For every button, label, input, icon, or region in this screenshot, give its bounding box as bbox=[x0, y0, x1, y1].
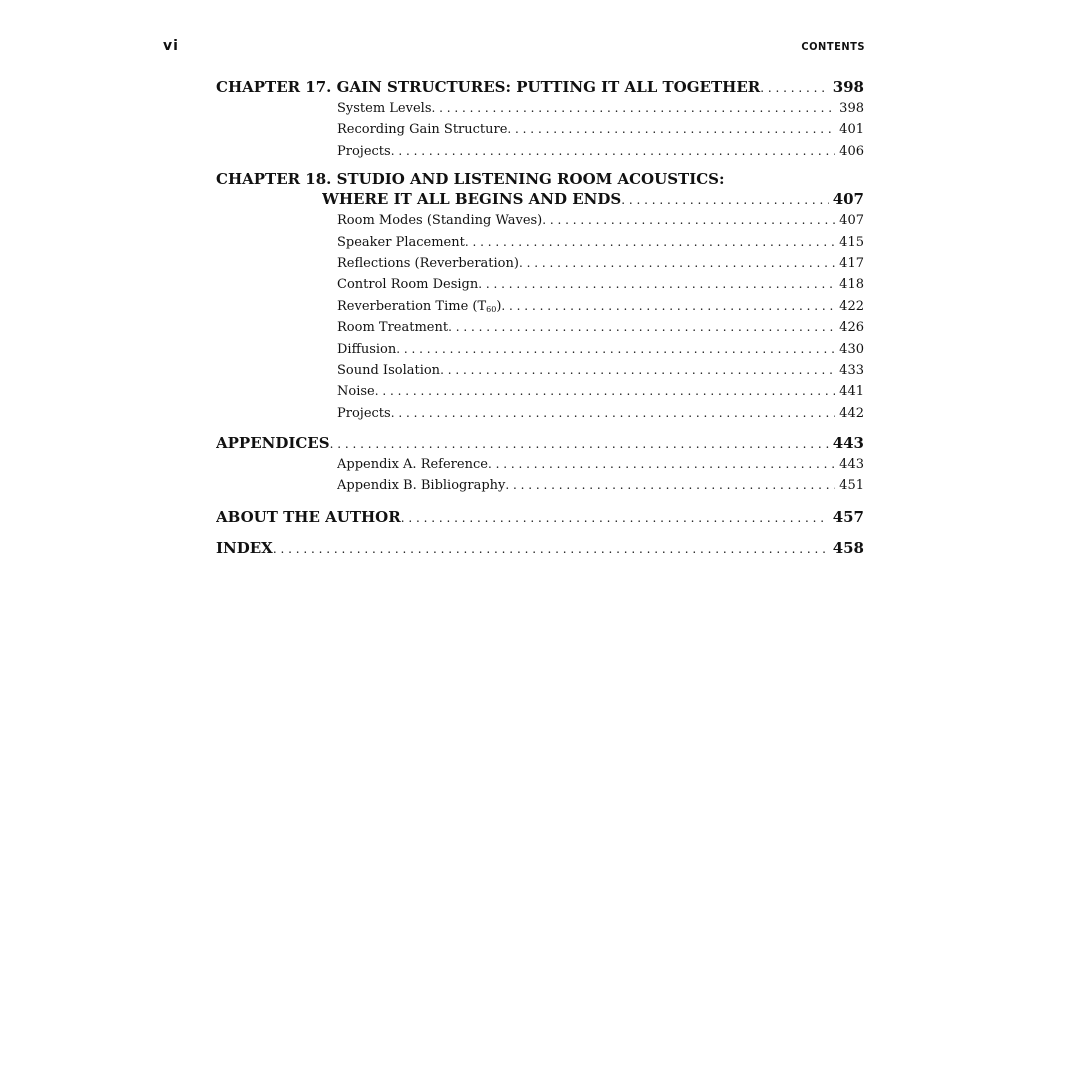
dot-leader bbox=[519, 253, 835, 274]
toc-subentry[interactable] bbox=[337, 274, 864, 295]
toc-entry-title: ABOUT THE AUTHOR bbox=[216, 507, 401, 526]
toc-subentry-page: 401 bbox=[839, 122, 864, 138]
dot-leader bbox=[465, 232, 835, 253]
dot-leader bbox=[542, 210, 835, 231]
toc-subentry-title: Sound Isolation bbox=[337, 362, 441, 378]
toc-subentry-title: Recording Gain Structure bbox=[337, 122, 508, 138]
toc-subentry[interactable] bbox=[337, 296, 864, 317]
toc-subentry-page: 430 bbox=[839, 341, 864, 357]
toc-entry-title: INDEX bbox=[216, 538, 273, 557]
toc-entry-page: 407 bbox=[832, 190, 864, 209]
toc-subentry[interactable] bbox=[337, 381, 864, 402]
label-text: Reverberation Time (T bbox=[337, 298, 487, 314]
toc-subentry-page: 422 bbox=[839, 298, 864, 314]
toc-entry-page: 443 bbox=[832, 434, 864, 453]
toc-subentry[interactable] bbox=[337, 210, 864, 231]
toc-subentry-title: Appendix A. Reference bbox=[337, 457, 488, 473]
subscript: 60 bbox=[486, 304, 497, 314]
toc-subentry-title: Reflections (Reverberation) bbox=[337, 255, 519, 271]
toc-subentry-title: Appendix B. Bibliography bbox=[337, 478, 506, 494]
toc-subentry-title: Projects bbox=[337, 143, 391, 159]
toc-subentry-page: 415 bbox=[839, 234, 864, 250]
toc-entry-title: WHERE IT ALL BEGINS AND ENDS bbox=[322, 190, 622, 209]
toc-entry-page: 458 bbox=[832, 538, 864, 557]
dot-leader bbox=[391, 141, 835, 162]
toc-entry-page: 457 bbox=[832, 507, 864, 526]
toc-subentry-title: Speaker Placement bbox=[337, 234, 465, 250]
toc-subentry[interactable] bbox=[337, 454, 864, 475]
toc-subentry-page: 417 bbox=[839, 255, 864, 271]
toc-subentry[interactable] bbox=[337, 360, 864, 381]
dot-leader bbox=[432, 98, 836, 119]
toc-subentry[interactable] bbox=[337, 403, 864, 424]
dot-leader bbox=[621, 189, 828, 210]
toc-subentry-page: 442 bbox=[839, 405, 864, 421]
toc-subentry-page: 406 bbox=[839, 143, 864, 159]
toc-subentry[interactable] bbox=[337, 475, 864, 496]
toc-subentry-page: 418 bbox=[839, 277, 864, 293]
toc-entry-page: 398 bbox=[832, 78, 864, 96]
toc-subentry[interactable] bbox=[337, 339, 864, 360]
toc-subentry-title: Control Room Design bbox=[337, 277, 479, 293]
dot-leader bbox=[760, 77, 828, 98]
toc-subentry-title: Room Modes (Standing Waves) bbox=[337, 213, 543, 229]
toc-subentry-title: Diffusion bbox=[337, 341, 397, 357]
dot-leader bbox=[501, 296, 835, 317]
toc-subentry-title: Projects bbox=[337, 405, 391, 421]
toc-subentry-page: 451 bbox=[839, 478, 864, 494]
dot-leader bbox=[396, 339, 835, 360]
toc-subentry[interactable] bbox=[337, 98, 864, 119]
dot-leader bbox=[273, 538, 829, 559]
dot-leader bbox=[507, 119, 835, 140]
toc-subentry[interactable] bbox=[337, 253, 864, 274]
dot-leader bbox=[488, 454, 835, 475]
toc-subentry-title: Room Treatment bbox=[337, 320, 449, 336]
toc-entry-title: CHAPTER 17. GAIN STRUCTURES: PUTTING IT ALL TOGETHER bbox=[216, 78, 761, 96]
dot-leader bbox=[505, 475, 835, 496]
toc-subentry[interactable] bbox=[337, 317, 864, 338]
toc-entry-about-the-author[interactable] bbox=[216, 506, 864, 528]
toc-subentry-page: 426 bbox=[839, 320, 864, 336]
dot-leader bbox=[448, 317, 835, 338]
toc-subentry[interactable] bbox=[337, 232, 864, 253]
toc-entry-index[interactable] bbox=[216, 537, 864, 559]
dot-leader bbox=[478, 274, 835, 295]
toc-subentry-page: 443 bbox=[839, 457, 864, 473]
table-of-contents bbox=[216, 76, 864, 559]
toc-entry-appendices[interactable] bbox=[216, 432, 864, 454]
toc-subentry-page: 441 bbox=[839, 384, 864, 400]
dot-leader bbox=[440, 360, 835, 381]
dot-leader bbox=[391, 403, 835, 424]
toc-entry-chapter-17[interactable] bbox=[216, 76, 864, 98]
toc-subentry-title: System Levels bbox=[337, 101, 432, 116]
dot-leader bbox=[330, 433, 829, 454]
toc-subentry[interactable] bbox=[337, 141, 864, 162]
toc-subentry-title: Noise bbox=[337, 384, 375, 400]
label-text: ) bbox=[496, 298, 502, 314]
dot-leader bbox=[401, 507, 829, 528]
dot-leader bbox=[375, 381, 835, 402]
running-head bbox=[163, 38, 865, 56]
page-number: vi bbox=[163, 38, 179, 54]
toc-entry-title: APPENDICES bbox=[216, 434, 330, 453]
toc-entry-chapter-18-line1[interactable]: CHAPTER 18. STUDIO AND LISTENING ROOM ACOUSTICS: bbox=[216, 170, 725, 189]
toc-subentry[interactable] bbox=[337, 119, 864, 140]
toc-subentry-page: 398 bbox=[839, 101, 864, 116]
toc-entry-chapter-18[interactable] bbox=[322, 188, 864, 210]
toc-subentry-page: 407 bbox=[839, 213, 864, 229]
toc-subentry-title bbox=[337, 296, 501, 317]
section-title: CONTENTS bbox=[801, 40, 865, 53]
toc-subentry-page: 433 bbox=[839, 362, 864, 378]
